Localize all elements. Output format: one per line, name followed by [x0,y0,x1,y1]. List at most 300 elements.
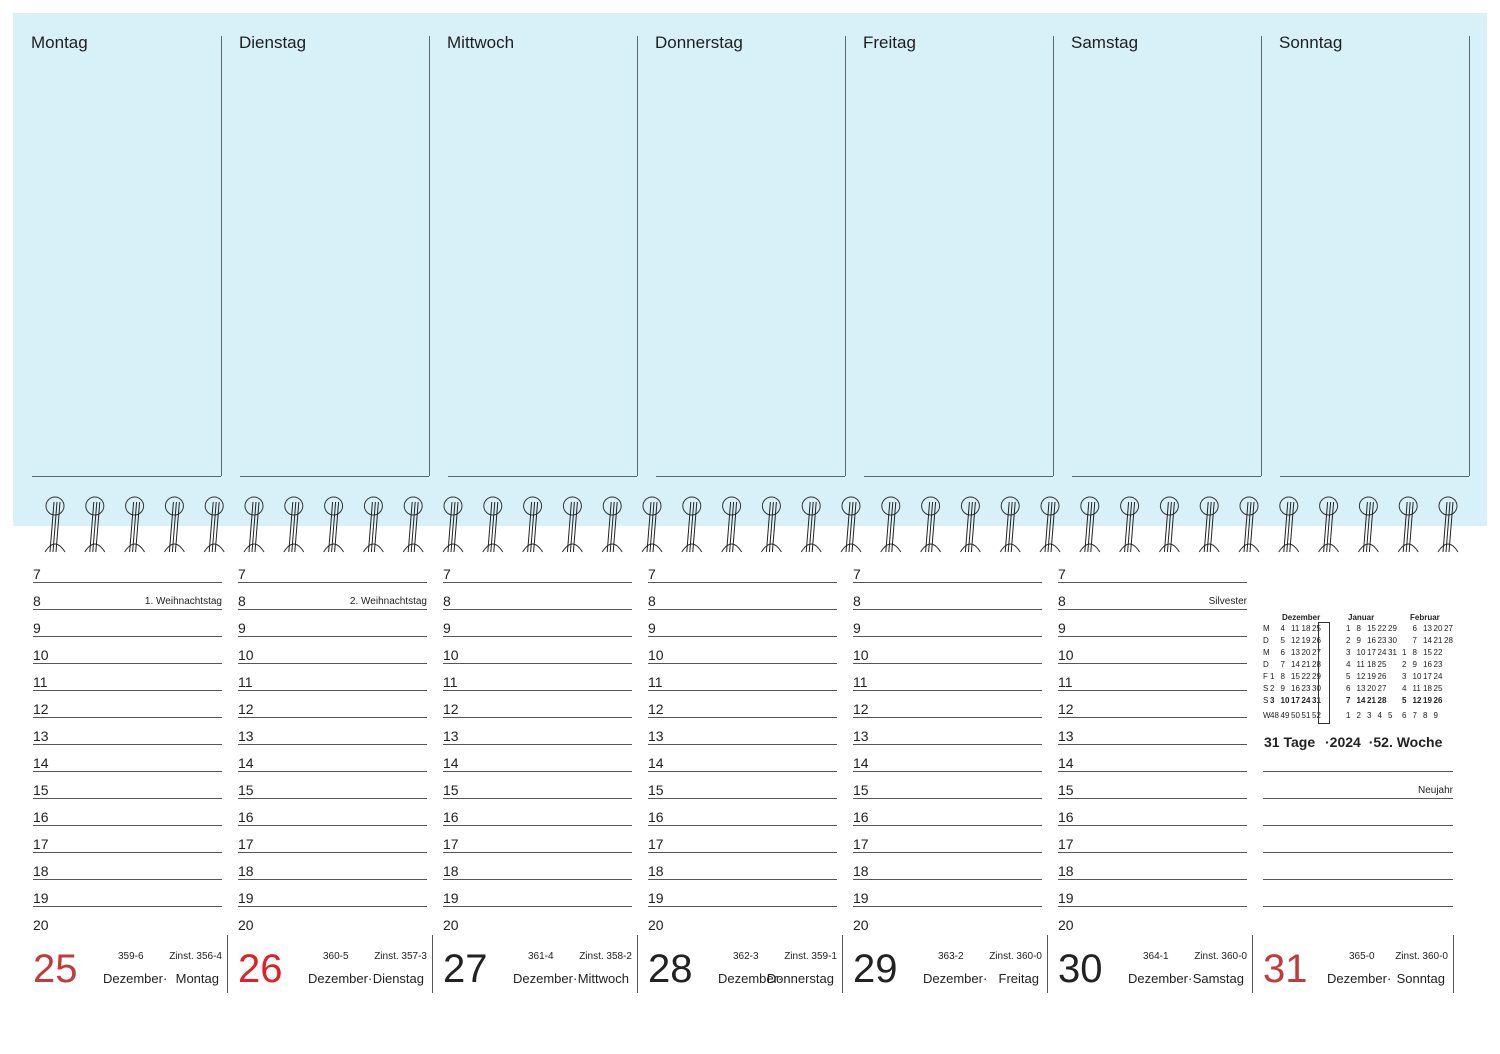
hour-label: 13 [238,728,254,744]
hour-label: 13 [443,728,459,744]
mini-day: 48 [1270,711,1279,720]
weekday-label: Dienstag [372,971,424,986]
hour-label: 19 [853,890,869,906]
hour-label: 13 [33,728,49,744]
hour-line[interactable] [853,663,1042,664]
hour-line[interactable] [648,636,837,637]
holiday-label: 1. Weihnachtstag [144,596,222,607]
mini-day: 18 [1367,660,1376,669]
binding-ring [682,497,702,552]
note-line[interactable] [1263,852,1453,853]
hour-line[interactable] [238,636,427,637]
date-number: 29 [853,947,898,991]
hour-label: 20 [853,917,869,933]
binding-ring [204,497,224,552]
hour-line[interactable] [853,744,1042,745]
mini-day: 16 [1367,636,1376,645]
hour-label: 7 [443,566,451,582]
weekday-label: Freitag [998,971,1039,986]
hour-line[interactable] [443,906,632,907]
day-footer [1263,935,1454,993]
day-of-year: 363-2 [938,951,964,962]
mini-day: 27 [1444,624,1453,633]
hour-line[interactable] [443,825,632,826]
binding-ring [1358,497,1378,552]
day-footer [443,935,638,993]
hour-label: 18 [853,863,869,879]
interest-day: Zinst. 360-0 [1395,951,1448,962]
hour-label: 17 [443,836,459,852]
column-divider [429,36,430,476]
mini-day: 1 [1402,648,1407,657]
mini-day: 29 [1388,624,1397,633]
hour-label: 18 [238,863,254,879]
mini-day: 49 [1280,711,1290,720]
binding-ring [1438,497,1458,552]
hour-label: 10 [238,647,254,663]
mini-weekday-letter: S [1263,684,1269,693]
day-column [648,567,837,993]
hour-line[interactable] [1058,852,1247,853]
spiral-binding [0,490,1500,560]
mini-day: 52 [1312,711,1321,720]
hour-label: 16 [648,809,664,825]
hour-line[interactable] [238,879,427,880]
hour-line[interactable] [648,690,837,691]
mini-day: 2 [1270,684,1275,693]
hour-label: 14 [33,755,49,771]
mini-day: 16 [1423,660,1432,669]
mini-day: 27 [1312,648,1321,657]
hour-line[interactable] [853,798,1042,799]
mini-day: 3 [1402,672,1407,681]
hour-line[interactable] [648,771,837,772]
mini-day: 11 [1291,624,1300,633]
hour-line[interactable] [238,582,427,583]
hour-line[interactable] [1058,906,1247,907]
hour-label: 14 [1058,755,1074,771]
hour-line[interactable] [33,825,222,826]
hour-line[interactable] [443,636,632,637]
day-column [33,567,222,993]
hour-label: 14 [443,755,459,771]
hour-line[interactable] [33,879,222,880]
binding-ring [244,497,264,552]
hour-line[interactable] [443,609,632,610]
column-baseline [864,476,1053,477]
week-summary [1264,734,1442,750]
interest-day: Zinst. 356-4 [169,951,222,962]
hour-line[interactable] [648,663,837,664]
hour-label: 15 [853,782,869,798]
binding-ring [562,497,582,552]
binding-ring [403,497,423,552]
column-baseline [448,476,637,477]
column-baseline [656,476,845,477]
day-of-year: 359-6 [118,951,144,962]
hour-line[interactable] [33,852,222,853]
binding-ring [164,497,184,552]
binding-ring [85,497,105,552]
hour-label: 11 [443,674,458,690]
mini-day: 18 [1301,624,1311,633]
mini-day: 4 [1377,711,1382,720]
hour-label: 15 [648,782,664,798]
hour-line[interactable] [1058,744,1247,745]
hour-label: 16 [443,809,459,825]
hour-label: 20 [1058,917,1074,933]
current-week-box [1318,622,1330,724]
hour-label: 16 [238,809,254,825]
mini-day: 13 [1291,648,1300,657]
hour-label: 12 [33,701,49,717]
hour-line[interactable] [33,582,222,583]
mini-month-name: Januar [1348,613,1375,622]
hour-line[interactable] [853,717,1042,718]
mini-day: 23 [1377,636,1387,645]
hour-line[interactable] [648,609,837,610]
mini-month-name: Dezember [1282,613,1321,622]
mini-day: 25 [1433,684,1443,693]
mini-calendar [1262,613,1462,723]
hour-line[interactable] [443,663,632,664]
day-column [853,567,1042,993]
column-baseline [240,476,429,477]
binding-ring [921,497,941,552]
mini-day: 3 [1367,711,1372,720]
hour-line[interactable] [33,798,222,799]
weekday-header: Samstag [1071,33,1139,52]
hour-line[interactable] [853,582,1042,583]
interest-day: Zinst. 360-0 [989,951,1042,962]
mini-day: 5 [1346,672,1351,681]
mini-day: 6 [1280,648,1285,657]
note-line[interactable] [1263,825,1453,826]
hour-line[interactable] [853,906,1042,907]
hour-label: 13 [648,728,664,744]
weekday-header: Donnerstag [655,33,743,52]
hour-label: 19 [33,890,49,906]
mini-day: 19 [1423,696,1432,705]
day-footer [1058,935,1253,993]
hour-label: 7 [853,566,861,582]
day-of-year: 364-1 [1143,951,1169,962]
hour-line[interactable] [443,879,632,880]
hour-label: 14 [853,755,869,771]
hour-line[interactable] [443,744,632,745]
month-label: Dezember· [718,971,783,986]
mini-day: 19 [1301,636,1311,645]
binding-ring [45,497,65,552]
hour-label: 10 [1058,647,1074,663]
hour-line[interactable] [853,825,1042,826]
mini-day: 16 [1291,684,1300,693]
mini-weekday-letter: D [1263,636,1269,645]
hour-line[interactable] [1058,609,1247,610]
mini-day: 20 [1301,648,1311,657]
hour-line[interactable] [33,609,222,610]
mini-day: 3 [1270,696,1275,705]
mini-day: 14 [1356,696,1366,705]
footer-divider [227,935,228,993]
hour-line[interactable] [443,771,632,772]
hour-line[interactable] [1058,582,1247,583]
summary-days: 31 Tage [1264,734,1316,750]
hour-line[interactable] [443,798,632,799]
mini-day: 12 [1291,636,1300,645]
binding-ring [1120,497,1140,552]
hour-label: 9 [1058,620,1066,636]
hour-line[interactable] [238,906,427,907]
hour-label: 17 [238,836,254,852]
hour-line[interactable] [853,690,1042,691]
hour-line[interactable] [238,609,427,610]
mini-day: 1 [1346,624,1351,633]
note-line[interactable] [1263,771,1453,772]
day-footer [853,935,1048,993]
hour-line[interactable] [443,690,632,691]
mini-day: 21 [1433,636,1443,645]
hour-label: 8 [443,593,451,609]
hour-label: 18 [648,863,664,879]
mini-day: 22 [1301,672,1311,681]
mini-day: 17 [1423,672,1432,681]
hour-line[interactable] [33,744,222,745]
hour-label: 17 [853,836,869,852]
hour-line[interactable] [238,798,427,799]
mini-day: 2 [1402,660,1407,669]
mini-day: 14 [1291,660,1300,669]
hour-label: 10 [648,647,664,663]
mini-day: 12 [1356,672,1366,681]
mini-day: 50 [1291,711,1300,720]
hour-line[interactable] [238,825,427,826]
mini-day: 11 [1412,684,1421,693]
weekday-header: Freitag [863,33,916,52]
hour-line[interactable] [33,771,222,772]
hour-line[interactable] [33,663,222,664]
hour-label: 19 [648,890,664,906]
date-number: 26 [238,947,283,991]
hour-line[interactable] [648,879,837,880]
mini-day: 15 [1367,624,1376,633]
hour-label: 12 [1058,701,1074,717]
column-divider [1261,36,1262,476]
weekly-notes-panel [13,13,1487,526]
hour-label: 14 [238,755,254,771]
hour-line[interactable] [1058,636,1247,637]
binding-ring [960,497,980,552]
weekday-label: Sonntag [1396,971,1445,986]
hour-line[interactable] [1058,879,1247,880]
hour-label: 9 [648,620,656,636]
mini-day: 27 [1377,684,1387,693]
mini-day: 10 [1412,672,1422,681]
note-line[interactable] [1263,879,1453,880]
hour-line[interactable] [238,663,427,664]
hour-label: 19 [1058,890,1074,906]
hour-label: 13 [1058,728,1074,744]
mini-weekday-letter: W [1263,711,1271,720]
mini-day: 31 [1388,648,1397,657]
column-divider [221,36,222,476]
binding-ring [125,497,145,552]
binding-ring [483,497,503,552]
hour-line[interactable] [238,690,427,691]
hour-line[interactable] [33,906,222,907]
hour-line[interactable] [33,717,222,718]
mini-day: 21 [1367,696,1376,705]
mini-day: 11 [1356,660,1365,669]
binding-ring [881,497,901,552]
mini-day: 8 [1280,672,1285,681]
hour-line[interactable] [443,852,632,853]
mini-day: 13 [1356,684,1366,693]
mini-day: 15 [1423,648,1432,657]
column-divider [1053,36,1054,476]
hour-line[interactable] [443,582,632,583]
hour-label: 11 [1058,674,1073,690]
mini-day: 31 [1312,696,1321,705]
mini-day: 5 [1402,696,1407,705]
hour-line[interactable] [238,771,427,772]
day-footer [238,935,433,993]
hour-line[interactable] [853,636,1042,637]
binding-ring [284,497,304,552]
binding-ring [761,497,781,552]
hour-label: 12 [648,701,664,717]
mini-day: 7 [1412,711,1417,720]
hour-line[interactable] [853,609,1042,610]
hour-label: 17 [1058,836,1074,852]
day-of-year: 362-3 [733,951,759,962]
note-line[interactable] [1263,798,1453,799]
mini-day: 13 [1423,624,1432,633]
hour-label: 20 [648,917,664,933]
hour-line[interactable] [1058,825,1247,826]
hour-label: 19 [238,890,254,906]
hour-line[interactable] [1058,798,1247,799]
mini-day: 20 [1433,624,1443,633]
column-baseline [1072,476,1261,477]
mini-day: 8 [1423,711,1428,720]
mini-day: 28 [1444,636,1453,645]
hour-label: 12 [853,701,869,717]
hour-label: 15 [443,782,459,798]
day-footer [33,935,228,993]
hour-line[interactable] [648,582,837,583]
hour-line[interactable] [853,852,1042,853]
day-footer [648,935,843,993]
binding-ring [523,497,543,552]
hour-line[interactable] [1058,717,1247,718]
weekday-header: Montag [31,33,88,52]
hour-line[interactable] [648,852,837,853]
hour-line[interactable] [1058,663,1247,664]
binding-ring [1040,497,1060,552]
hour-label: 11 [238,674,253,690]
mini-day: 4 [1402,684,1407,693]
weekday-header: Mittwoch [447,33,515,52]
hour-line[interactable] [648,744,837,745]
hour-line[interactable] [1058,771,1247,772]
binding-ring [363,497,383,552]
mini-day: 28 [1377,696,1387,705]
column-divider [637,36,638,476]
mini-day: 7 [1280,660,1285,669]
hour-label: 13 [853,728,869,744]
mini-day: 4 [1346,660,1351,669]
hour-line[interactable] [443,717,632,718]
hour-line[interactable] [33,690,222,691]
day-column [443,567,632,993]
mini-day: 29 [1312,672,1321,681]
holiday-label: 2. Weihnachtstag [349,596,427,607]
hour-line[interactable] [238,717,427,718]
hour-line[interactable] [1058,690,1247,691]
hour-label: 12 [238,701,254,717]
hour-label: 11 [853,674,868,690]
hour-label: 10 [853,647,869,663]
mini-day: 19 [1367,672,1376,681]
hour-line[interactable] [648,717,837,718]
hour-label: 20 [33,917,49,933]
hour-line[interactable] [33,636,222,637]
mini-weekday-letter: F [1263,672,1268,681]
hour-label: 9 [443,620,451,636]
mini-day: 12 [1412,696,1422,705]
mini-day: 6 [1346,684,1351,693]
note-line[interactable] [1263,906,1453,907]
hour-line[interactable] [648,906,837,907]
hour-label: 19 [443,890,459,906]
summary-year: ·2024 [1325,734,1361,750]
mini-month-name: Februar [1410,613,1440,622]
interest-day: Zinst. 357-3 [374,951,427,962]
mini-day: 21 [1301,660,1311,669]
hour-label: 15 [238,782,254,798]
hour-line[interactable] [238,852,427,853]
mini-weekday-letter: M [1263,648,1270,657]
mini-day: 9 [1433,711,1438,720]
date-number: 31 [1263,947,1308,991]
weekday-label: Samstag [1192,971,1244,986]
hour-line[interactable] [238,744,427,745]
hour-line[interactable] [853,879,1042,880]
mini-day: 24 [1377,648,1387,657]
mini-day: 10 [1280,696,1290,705]
day-of-year: 360-5 [323,951,349,962]
hour-label: 7 [238,566,246,582]
binding-ring [722,497,742,552]
hour-line[interactable] [853,771,1042,772]
binding-ring [324,497,344,552]
column-baseline [32,476,221,477]
mini-day: 3 [1346,648,1351,657]
hour-label: 9 [33,620,41,636]
hour-label: 17 [648,836,664,852]
mini-day: 8 [1356,624,1361,633]
hour-label: 18 [33,863,49,879]
hour-label: 17 [33,836,49,852]
hour-line[interactable] [648,798,837,799]
hour-line[interactable] [648,825,837,826]
hour-label: 10 [443,647,459,663]
mini-day: 25 [1377,660,1387,669]
weekday-label: Montag [175,971,219,986]
mini-day: 18 [1423,684,1432,693]
hour-label: 7 [1058,566,1066,582]
